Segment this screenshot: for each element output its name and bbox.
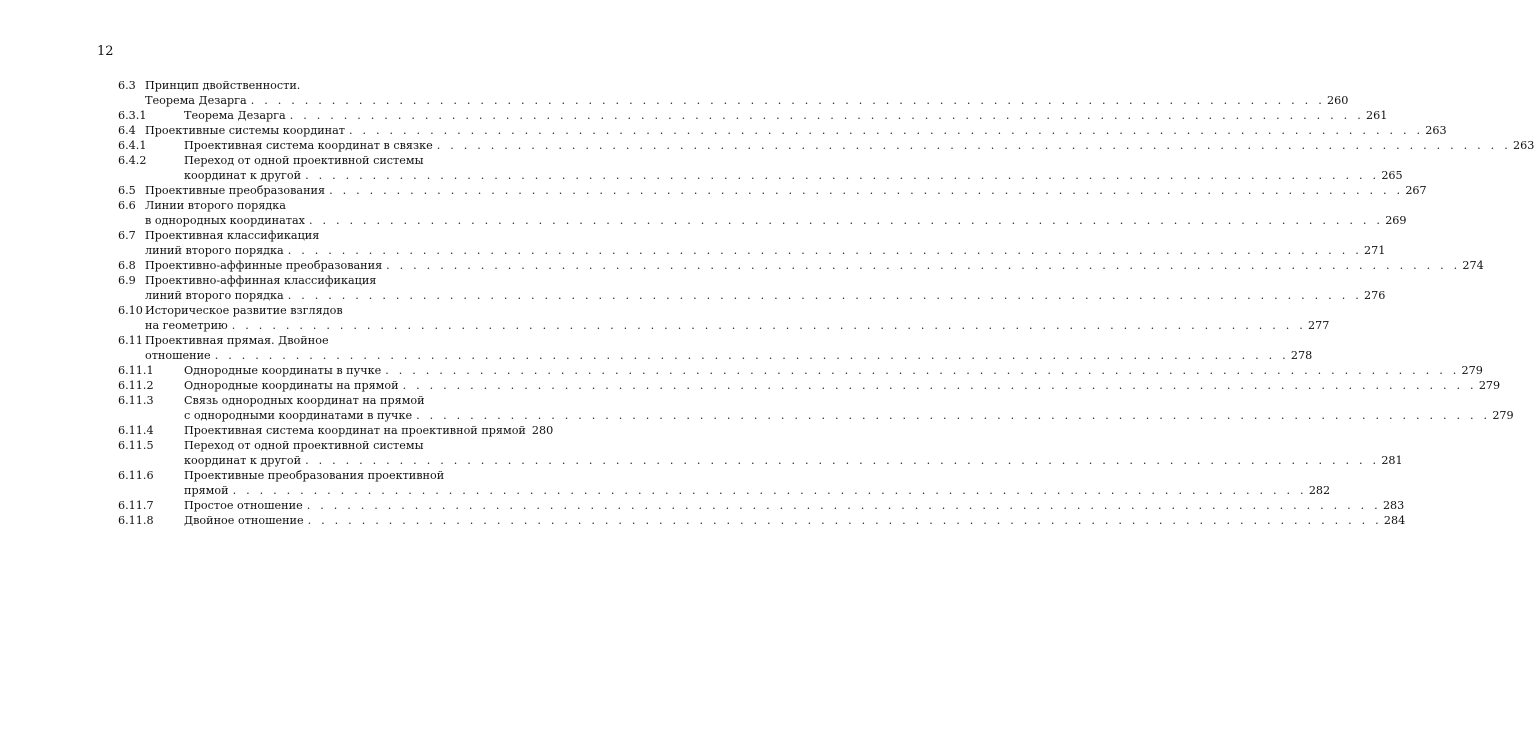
section-number: 6.3 (118, 79, 136, 92)
section-title: на геометрию (145, 319, 228, 332)
section-number: 6.11.5 (118, 439, 154, 452)
section-title: Однородные координаты на прямой (184, 379, 399, 392)
section-number: 6.11.3 (118, 394, 154, 407)
entry-text (145, 198, 518, 213)
page-number: 12 (97, 44, 114, 59)
page-ref: 274 (1462, 259, 1484, 272)
section-title: линий второго порядка (145, 289, 284, 302)
section-title: Проективно-аффинная классификация (145, 274, 377, 287)
section-title: Однородные координаты в пучке (184, 364, 382, 377)
toc-entry (118, 258, 1484, 273)
dot-leader (403, 378, 1477, 393)
entry-text (184, 108, 1388, 123)
section-title: в однородных координатах (145, 214, 305, 227)
toc-entry (118, 378, 1501, 393)
section-title: Проективная система координат в связке (184, 139, 433, 152)
section-number: 6.4 (118, 124, 136, 137)
page-ref: 263 (1425, 124, 1447, 137)
section-title: Проективные преобразования (145, 184, 326, 197)
toc-entry-continuation (118, 483, 1331, 498)
toc-entry (118, 363, 1483, 378)
entry-text (184, 453, 1403, 468)
section-number: 6.4.2 (118, 154, 147, 167)
toc-entry (118, 438, 518, 453)
page-ref: 279 (1461, 364, 1483, 377)
section-title: с однородными координатами в пучке (184, 409, 413, 422)
section-number: 6.5 (118, 184, 136, 197)
entry-text (184, 138, 1534, 153)
section-number: 6.7 (118, 229, 136, 242)
dot-leader (385, 363, 1459, 378)
page-ref: 279 (1478, 379, 1501, 392)
section-number: 6.3.1 (118, 109, 147, 122)
page-ref: 280 (531, 424, 554, 437)
section-title: Простое отношение (184, 499, 303, 512)
section-title: Связь однородных координат на прямой (184, 394, 425, 407)
section-number: 6.11.2 (118, 379, 154, 392)
toc-entry (118, 138, 1534, 153)
section-title: Проективно-аффинные преобразования (145, 259, 383, 272)
section-title: Проективная система координат на проективной прямой (184, 424, 526, 437)
entry-text (145, 288, 1386, 303)
toc-entry-continuation (118, 243, 1386, 258)
toc-entry (118, 123, 1447, 138)
page-ref: 284 (1383, 514, 1406, 527)
entry-text (145, 318, 1330, 333)
page-ref: 276 (1363, 289, 1386, 302)
toc-entry-continuation (118, 168, 1403, 183)
section-title: отношение (145, 349, 211, 362)
entry-text (145, 303, 518, 318)
toc-entry-continuation (118, 348, 1313, 363)
dot-leader (251, 93, 1325, 108)
toc-entry-continuation (118, 318, 1330, 333)
dot-leader (437, 138, 1511, 153)
toc-entry (118, 468, 518, 483)
page-ref: 278 (1290, 349, 1313, 362)
toc-entry (118, 423, 554, 438)
section-title: Проективные преобразования проективной (184, 469, 445, 482)
entry-text (184, 513, 1406, 528)
entry-text (145, 213, 1407, 228)
section-title: Проективная классификация (145, 229, 320, 242)
section-number: 6.6 (118, 199, 136, 212)
toc-entry (118, 393, 518, 408)
dot-leader (288, 243, 1362, 258)
entry-text (145, 273, 518, 288)
toc-entry (118, 183, 1427, 198)
section-number: 6.11.8 (118, 514, 154, 527)
dot-leader (308, 513, 1382, 528)
toc-entry (118, 153, 518, 168)
table-of-contents (118, 78, 1534, 528)
section-title: линий второго порядка (145, 244, 284, 257)
dot-leader (215, 348, 1289, 363)
entry-text (184, 408, 1514, 423)
toc-entry (118, 333, 518, 348)
section-title: Линии второго порядка (145, 199, 286, 212)
dot-leader (232, 318, 1306, 333)
entry-text (145, 93, 1349, 108)
entry-text (145, 348, 1313, 363)
section-number: 6.11.7 (118, 499, 154, 512)
toc-entry (118, 108, 1388, 123)
dot-leader (416, 408, 1490, 423)
entry-text (184, 468, 518, 483)
dot-leader (305, 168, 1379, 183)
section-title: координат к другой (184, 169, 302, 182)
toc-entry (118, 78, 518, 93)
section-number: 6.9 (118, 274, 136, 287)
entry-text (184, 483, 1331, 498)
toc-entry (118, 498, 1405, 513)
page-ref: 281 (1381, 454, 1403, 467)
section-number: 6.8 (118, 259, 136, 272)
section-title: прямой (184, 484, 229, 497)
entry-text (145, 78, 518, 93)
section-title: Историческое развитие взглядов (145, 304, 343, 317)
dot-leader (305, 453, 1379, 468)
entry-text (145, 258, 1484, 273)
page-ref: 282 (1308, 484, 1331, 497)
dot-leader (309, 213, 1383, 228)
section-number: 6.11.4 (118, 424, 154, 437)
dot-leader (307, 498, 1381, 513)
toc-entry (118, 513, 1406, 528)
dot-leader (290, 108, 1364, 123)
entry-text (184, 423, 554, 438)
page-ref: 267 (1405, 184, 1427, 197)
toc-entry (118, 228, 518, 243)
entry-text (145, 183, 1427, 198)
section-title: Проективная прямая. Двойное (145, 334, 329, 347)
page-ref: 283 (1382, 499, 1405, 512)
entry-text (184, 498, 1405, 513)
section-number: 6.11 (118, 334, 143, 347)
section-title: Теорема Дезарга (145, 94, 247, 107)
entry-text (184, 378, 1501, 393)
entry-text (145, 243, 1386, 258)
page-ref: 279 (1492, 409, 1514, 422)
toc-entry (118, 303, 518, 318)
section-number: 6.11.1 (118, 364, 154, 377)
entry-text (145, 333, 518, 348)
dot-leader (233, 483, 1307, 498)
page-ref: 260 (1326, 94, 1349, 107)
entry-text (184, 393, 518, 408)
entry-text (184, 363, 1483, 378)
page-ref: 265 (1381, 169, 1403, 182)
toc-entry-continuation (118, 288, 1386, 303)
section-number: 6.10 (118, 304, 143, 317)
section-title: Проективные системы координат (145, 124, 345, 137)
page-ref: 261 (1365, 109, 1388, 122)
dot-leader (329, 183, 1403, 198)
page-ref: 271 (1363, 244, 1386, 257)
section-title: Переход от одной проективной системы (184, 439, 424, 452)
entry-text (184, 438, 518, 453)
page-ref: 277 (1308, 319, 1330, 332)
section-title: координат к другой (184, 454, 302, 467)
section-number: 6.4.1 (118, 139, 147, 152)
page-ref: 269 (1385, 214, 1407, 227)
toc-entry-continuation (118, 408, 1514, 423)
dot-leader (349, 123, 1423, 138)
section-title: Принцип двойственности. (145, 79, 301, 92)
section-title: Теорема Дезарга (184, 109, 286, 122)
section-number: 6.11.6 (118, 469, 154, 482)
dot-leader (288, 288, 1362, 303)
toc-entry-continuation (118, 453, 1403, 468)
entry-text (145, 228, 518, 243)
toc-entry (118, 198, 518, 213)
toc-entry (118, 273, 518, 288)
dot-leader (386, 258, 1460, 273)
section-title: Двойное отношение (184, 514, 304, 527)
entry-text (184, 153, 518, 168)
entry-text (145, 123, 1447, 138)
section-title: Переход от одной проективной системы (184, 154, 424, 167)
toc-entry-continuation (118, 213, 1407, 228)
page-ref: 263 (1512, 139, 1534, 152)
toc-entry-continuation (118, 93, 1349, 108)
entry-text (184, 168, 1403, 183)
